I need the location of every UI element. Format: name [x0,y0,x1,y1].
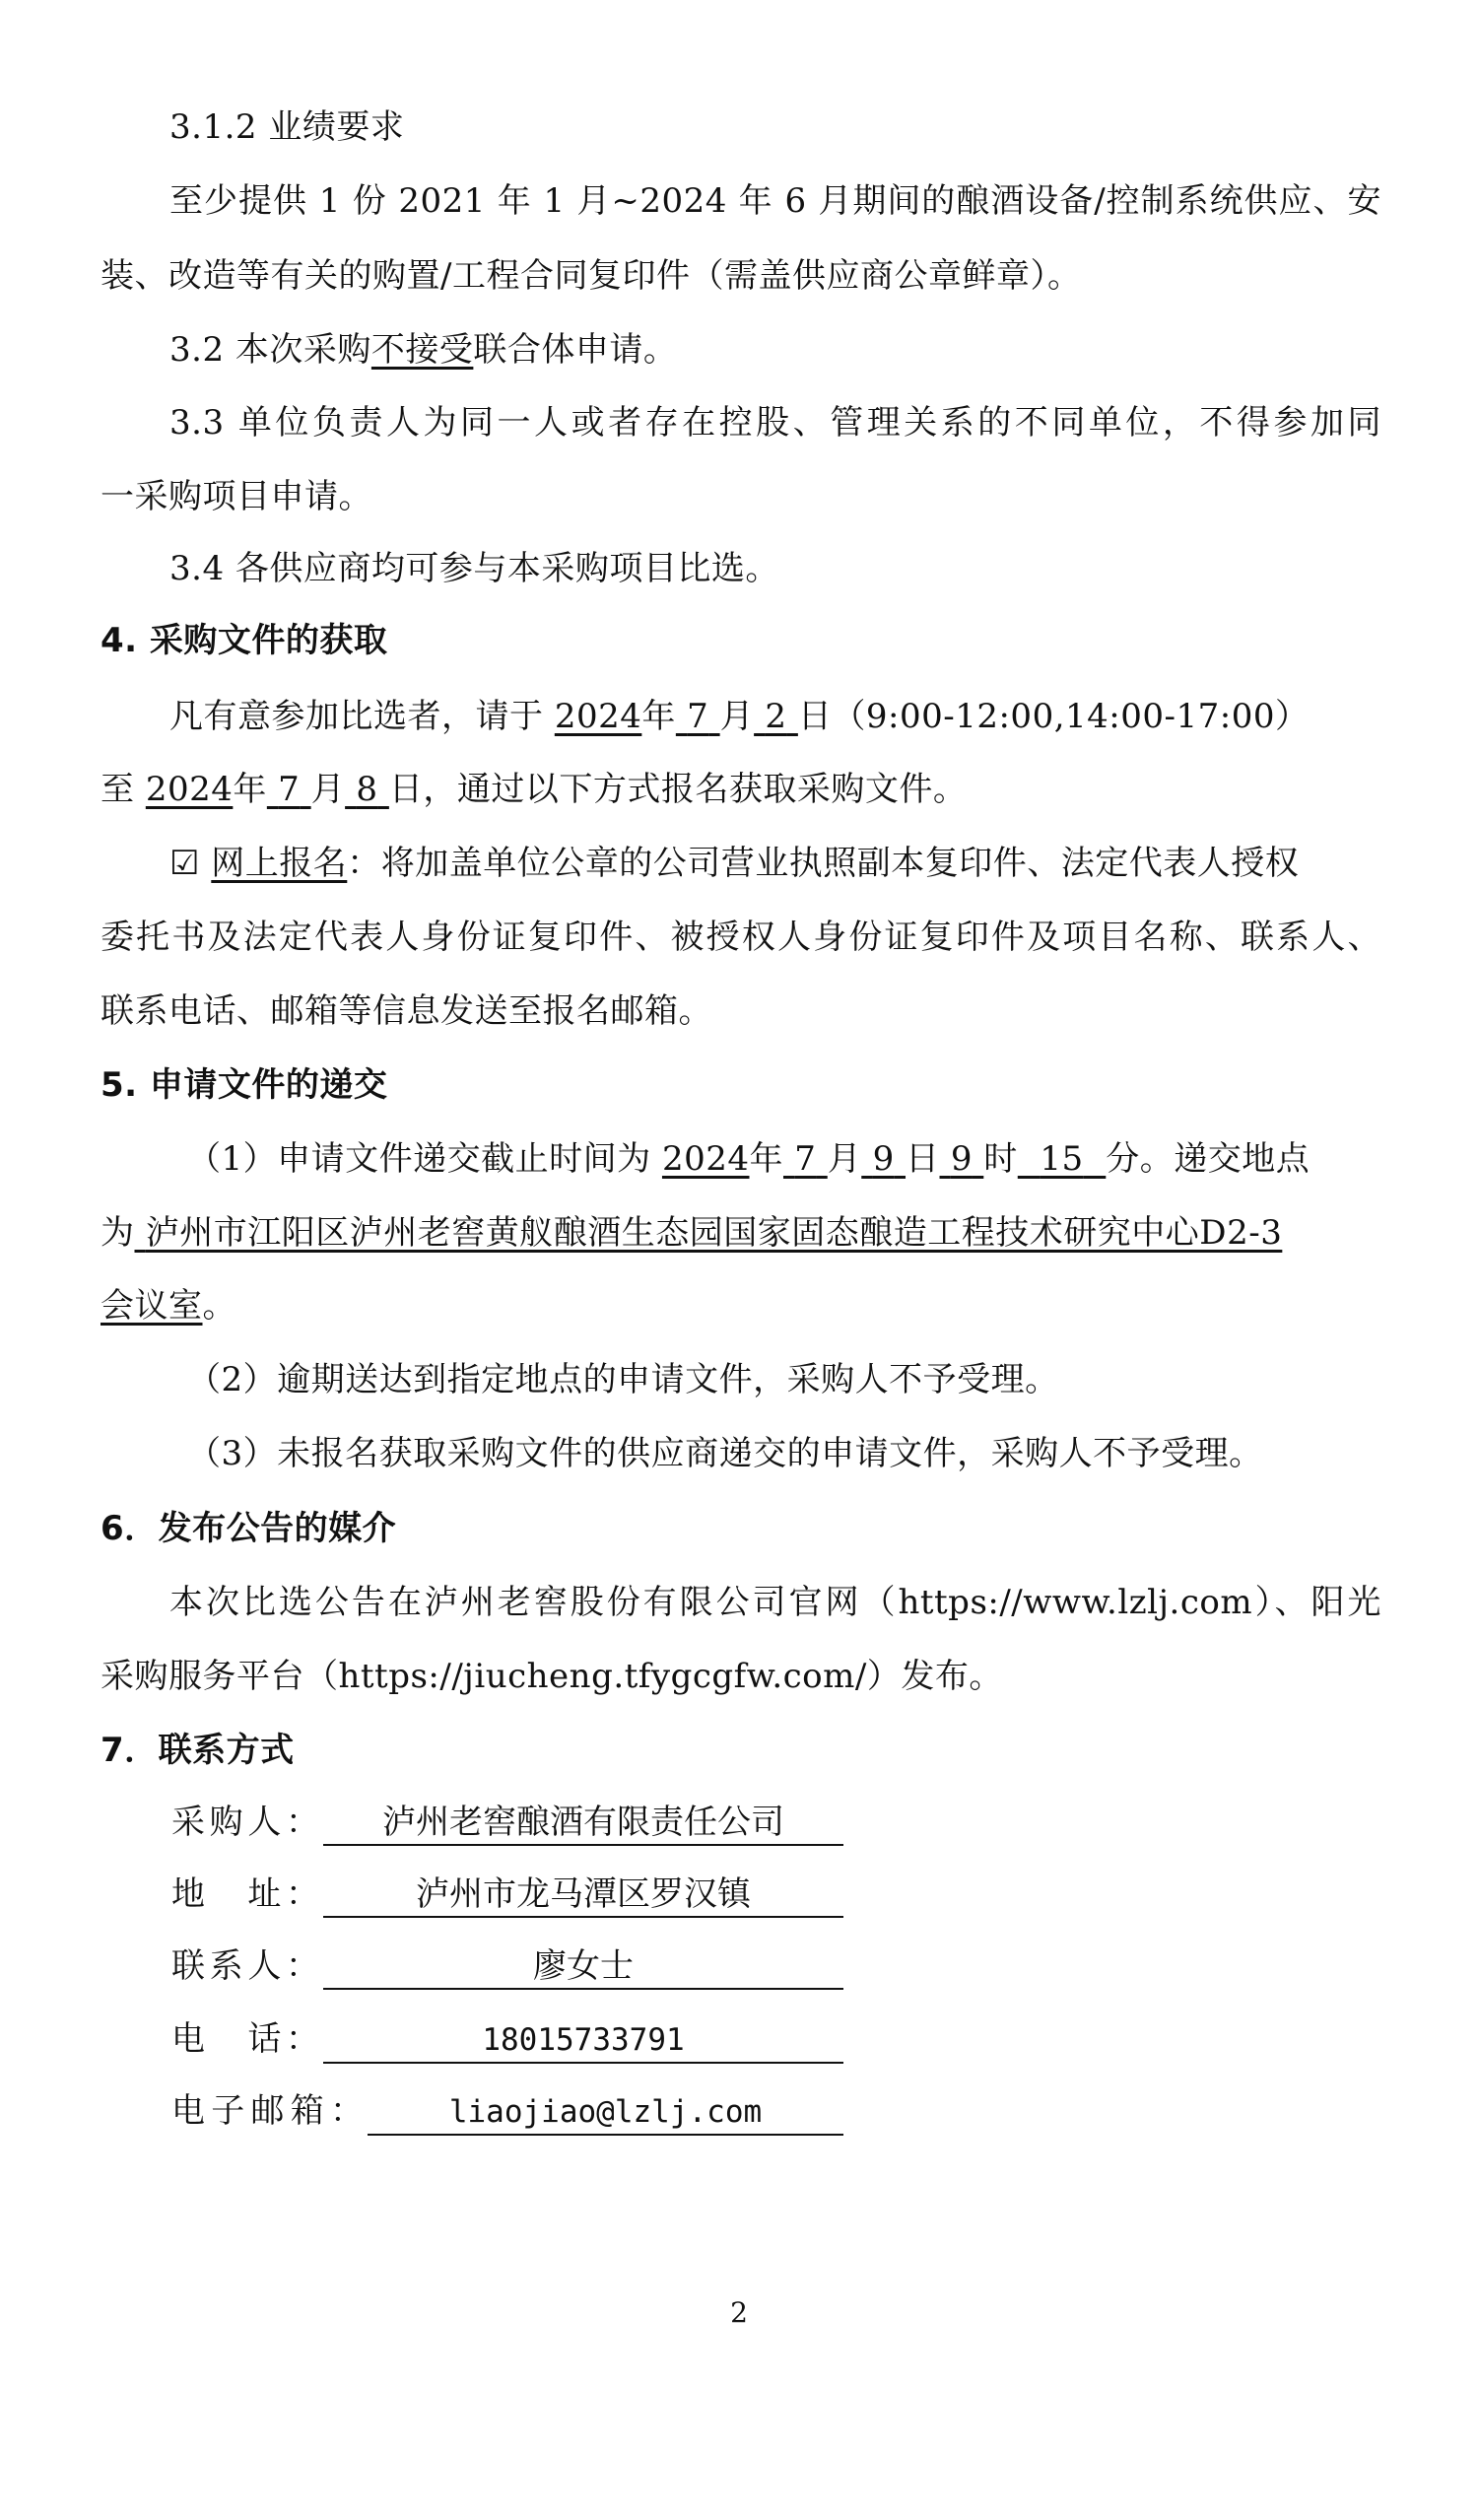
unit-month: 月 [827,1139,862,1179]
p4-start-day: 2 [765,697,787,736]
paragraph-6-line-2: 采购服务平台（https://jiucheng.tfygcgfw.com/）发布。 [101,1657,1003,1696]
p4-start-month: 7 [687,697,709,736]
p32-suffix: 联合体申请。 [473,330,678,370]
paragraph-4-line-1 [169,693,1381,740]
contact-label: 采购人： [171,1803,319,1842]
unit-month: 月 [719,697,755,736]
online-registration-line-3: 联系电话、邮箱等信息发送至报名邮箱。 [101,991,712,1031]
p51-hour: 9 [950,1139,973,1179]
p4-start-year: 2024 [554,697,642,736]
p4-end-day: 8 [356,770,378,809]
unit-month: 月 [310,770,346,809]
p4-to: 至 [101,770,135,809]
section-3-1-2-heading: 3.1.2 业绩要求 [169,107,405,147]
paragraph-4-line-2 [101,766,1381,813]
submission-address-room: 会议室 [101,1286,203,1326]
unit-day: 日 [906,1139,940,1179]
paragraph-5-2: （2）逾期送达到指定地点的申请文件，采购人不予受理。 [187,1360,1059,1399]
contact-label: 电子邮箱： [171,2091,364,2131]
paragraph-3-1-2-line-1: 至少提供 1 份 2021 年 1 月~2024 年 6 月期间的酿酒设备/控制系统供应、安 [169,181,1381,221]
contact-value: 泸州老窖酿酒有限责任公司 [323,1801,843,1846]
paragraph-3-1-2-line-2: 装、改造等有关的购置/工程合同复印件（需盖供应商公章鲜章）。 [101,256,1082,296]
section-6-heading: 6．发布公告的媒介 [101,1509,397,1548]
paragraph-5-1-line-1 [187,1135,1381,1183]
online-registration-line-2: 委托书及法定代表人身份证复印件、被授权人身份证复印件及项目名称、联系人、 [101,918,1381,957]
p4-hours: （9:00-12:00,14:00-17:00） [832,697,1310,736]
contact-value: 泸州市龙马潭区罗汉镇 [323,1873,843,1918]
page-number: 2 [730,2296,748,2329]
paragraph-6-line-1: 本次比选公告在泸州老窖股份有限公司官网（https://www.lzlj.com）、阳光 [169,1583,1381,1622]
section-7-heading: 7．联系方式 [101,1731,295,1770]
unit-year: 年 [233,770,267,809]
p51-year: 2024 [661,1139,750,1179]
p51-suffix: 。递交地点 [1139,1139,1310,1179]
paragraph-5-1-line-2 [101,1209,1381,1257]
unit-minute: 分 [1106,1139,1140,1179]
p4-end-month: 7 [278,770,301,809]
p51-minute: 15 [1040,1139,1084,1179]
unit-year: 年 [749,1139,783,1179]
contact-row-address [171,1871,843,1918]
paragraph-5-1-line-3 [101,1282,1381,1329]
paragraph-3-3-line-2: 一采购项目申请。 [101,477,372,516]
paragraph-3-2 [169,326,1381,374]
paragraph-3-4: 3.4 各供应商均可参与本采购项目比选。 [169,549,779,588]
checked-checkbox-icon: ☑ [169,844,200,883]
contact-row-phone [171,2015,843,2064]
p4-suffix: 日，通过以下方式报名获取采购文件。 [388,770,968,809]
contact-value: 18015733791 [323,2018,843,2064]
contact-label: 电 话： [171,2019,319,2059]
online-registration-label: 网上报名 [211,844,348,883]
submission-address: 泸州市江阳区泸州老窖黄舣酿酒生态园国家固态酿造工程技术研究中心D2-3 [145,1213,1283,1253]
online-registration-text: ：将加盖单位公章的公司营业执照副本复印件、法定代表人授权 [347,844,1300,883]
online-registration-line-1 [169,840,1381,887]
p51-end: 。 [202,1286,236,1326]
contact-row-email [171,2087,843,2136]
contact-row-purchaser [171,1799,843,1846]
p4-prefix: 凡有意参加比选者，请于 [169,697,544,736]
p4-end-year: 2024 [145,770,234,809]
p51-to: 为 [101,1213,135,1253]
contact-label: 地 址： [171,1874,319,1914]
contact-label: 联系人： [171,1946,319,1986]
paragraph-5-3: （3）未报名获取采购文件的供应商递交的申请文件，采购人不予受理。 [187,1434,1263,1473]
section-5-heading: 5. 申请文件的递交 [101,1065,388,1105]
contact-email-value: liaojiao@lzlj.com [368,2090,843,2136]
p32-underlined-term: 不接受 [370,330,474,370]
unit-day: 日 [797,697,833,736]
paragraph-3-3-line-1: 3.3 单位负责人为同一人或者存在控股、管理关系的不同单位，不得参加同 [169,403,1381,443]
contact-value: 廖女士 [323,1944,843,1990]
unit-year: 年 [641,697,676,736]
p51-month: 7 [794,1139,817,1179]
contact-row-person [171,1942,843,1990]
p32-prefix: 3.2 本次采购 [169,330,371,370]
p51-prefix: （1）申请文件递交截止时间为 [187,1139,651,1179]
section-4-heading: 4. 采购文件的获取 [101,621,388,660]
p51-day: 9 [872,1139,895,1179]
unit-hour: 时 [983,1139,1018,1179]
